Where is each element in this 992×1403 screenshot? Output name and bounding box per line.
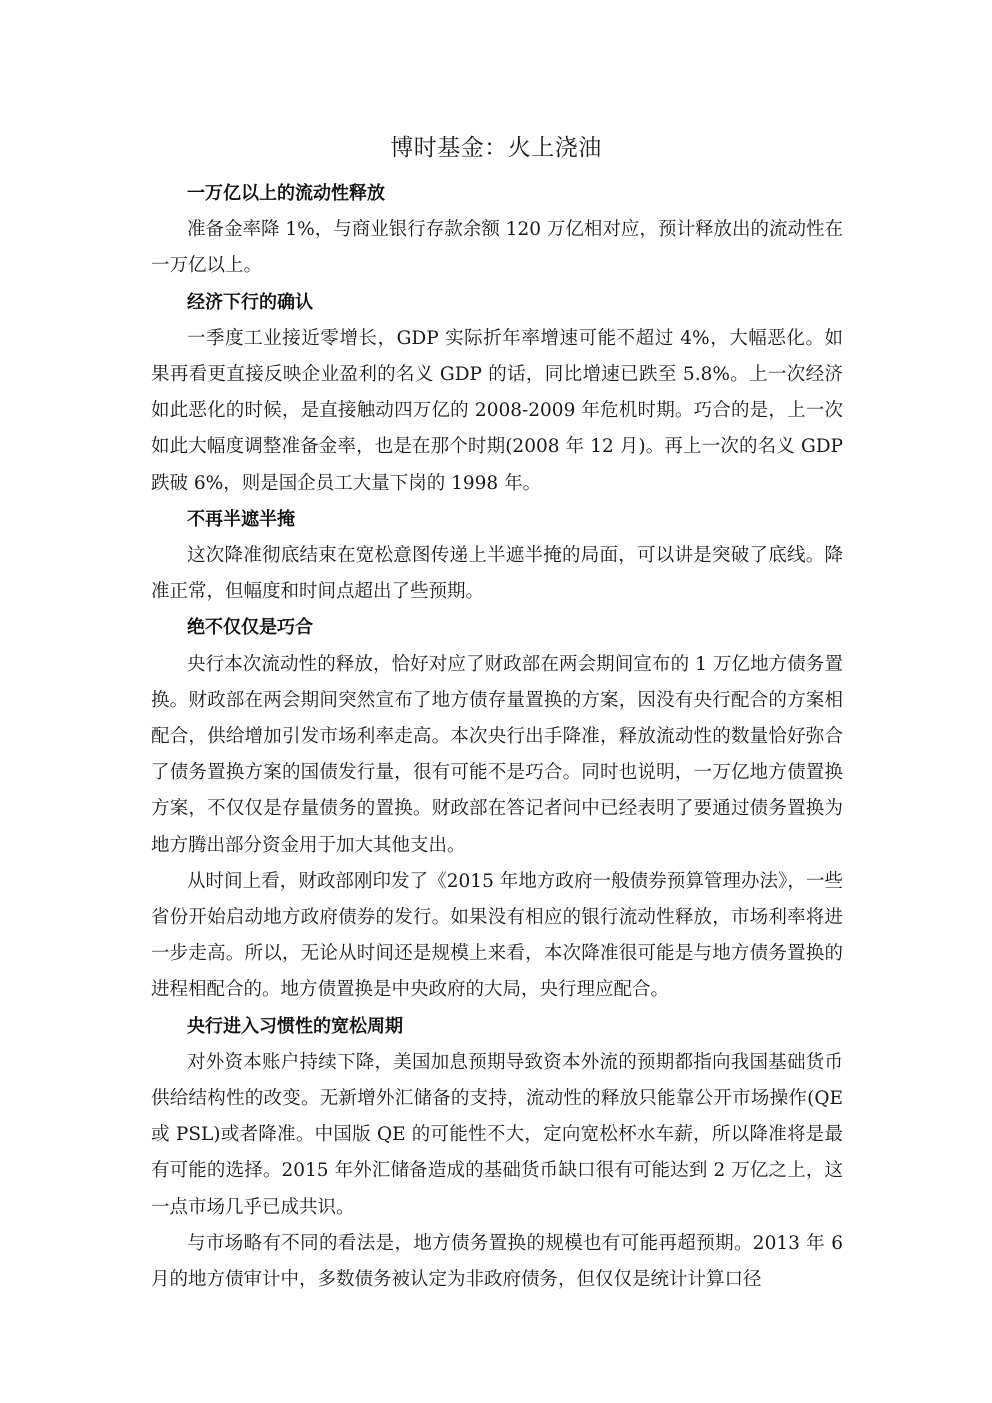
section-easing-cycle xyxy=(151,1009,843,1299)
section-heading: 不再半遮半掩 xyxy=(187,508,295,530)
section-heading: 央行进入习惯性的宽松周期 xyxy=(187,1015,403,1037)
section-not-coincidence xyxy=(151,610,843,1008)
paragraph: 与市场略有不同的看法是，地方债务置换的规模也有可能再超预期。2013 年 6 月的地方债审计中，多数债务被认定为非政府债务，但仅仅是统计计算口径 xyxy=(151,1232,843,1291)
section-heading: 绝不仅仅是巧合 xyxy=(187,617,313,639)
section-liquidity-release xyxy=(151,176,843,285)
paragraph: 央行本次流动性的释放，恰好对应了财政部在两会期间宣布的 1 万亿地方债务置换。财政部在两会期间突然宣布了地方债存量置换的方案，因没有央行配合的方案相配合，供给增加引发市场利率走高。本次央行出手降准，释放流动性的数量恰好弥合了债务置换方案的国债发行量，很有可能不是巧合。同时也说明，一万亿地方债置换方案，不仅仅是存量债务的置换。财政部在答记者问中已经表明了要通过债务置换为地方腾出部分资金用于加大其他支出。 xyxy=(151,653,843,856)
section-heading: 经济下行的确认 xyxy=(187,291,313,313)
paragraph: 对外资本账户持续下降，美国加息预期导致资本外流的预期都指向我国基础货币供给结构性的改变。无新增外汇储备的支持，流动性的释放只能靠公开市场操作(QE 或 PSL)或者降准。中国版 QE 的可能性不大，定向宽松杯水车薪，所以降准将是最有可能的选择。2015 年外汇储备造成的基础货币缺口很有可能达到 2 万亿之上，这一点市场几乎已成共识。 xyxy=(151,1051,843,1218)
paragraph: 一季度工业接近零增长，GDP 实际折年率增速可能不超过 4%，大幅恶化。如果再看更直接反映企业盈利的名义 GDP 的话，同比增速已跌至 5.8%。上一次经济如此恶化的时候，是直接触动四万亿的 2008-2009 年危机时期。巧合的是，上一次如此大幅度调整准备金率，也是在那个时期(2008 年 12 月)。再上一次的名义 GDP 跌破 6%，则是国企员工大量下岗的 1998 年。 xyxy=(151,327,843,494)
paragraph: 从时间上看，财政部刚印发了《2015 年地方政府一般债券预算管理办法》，一些省份开始启动地方政府债券的发行。如果没有相应的银行流动性释放，市场利率将进一步走高。所以，无论从时间还是规模上来看，本次降准很可能是与地方债务置换的进程相配合的。地方债置换是中央政府的大局，央行理应配合。 xyxy=(151,870,843,1001)
section-heading: 一万亿以上的流动性释放 xyxy=(187,183,385,204)
section-no-longer-half-hidden xyxy=(151,502,843,611)
paragraph: 准备金率降 1%，与商业银行存款余额 120 万亿相对应，预计释放出的流动性在一万亿以上。 xyxy=(151,219,843,277)
section-economic-downturn xyxy=(151,285,843,502)
document-body xyxy=(151,176,843,1298)
document-title: 博时基金：火上浇油 xyxy=(390,135,602,161)
paragraph: 这次降准彻底结束在宽松意图传递上半遮半掩的局面，可以讲是突破了底线。降准正常，但幅度和时间点超出了些预期。 xyxy=(151,545,843,603)
